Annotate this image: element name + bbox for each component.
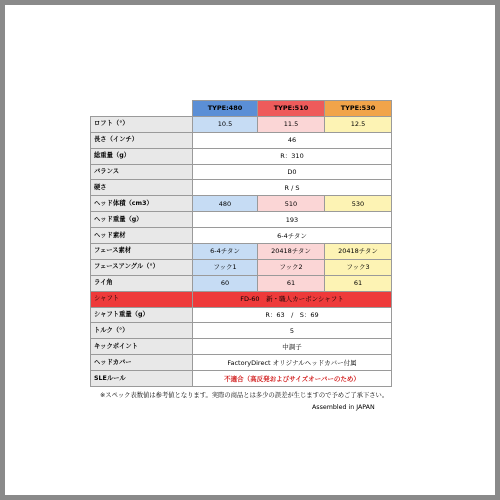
spec-table <box>90 100 392 387</box>
cell-value: 6-4チタン <box>193 228 392 244</box>
row-label: SLEルール <box>91 371 193 387</box>
assembled-label: Assembled in JAPAN <box>312 404 375 411</box>
row-label: シャフト重量（g） <box>91 307 193 323</box>
row-torque <box>91 323 392 339</box>
cell-value: 不適合（高反発およびサイズオーバーのため） <box>193 371 392 387</box>
cell-value: R / S <box>193 180 392 196</box>
row-length <box>91 132 392 148</box>
row-label: ヘッド体積（cm3） <box>91 196 193 212</box>
cell-530: 20418チタン <box>325 244 392 260</box>
cell-530: フック3 <box>325 259 392 275</box>
header-blank-cell <box>91 101 193 117</box>
cell-value: D0 <box>193 164 392 180</box>
row-head-material <box>91 228 392 244</box>
header-row <box>91 101 392 117</box>
cell-530: 530 <box>325 196 392 212</box>
row-label: フェース素材 <box>91 244 193 260</box>
cell-480: 60 <box>193 275 258 291</box>
cell-530: 61 <box>325 275 392 291</box>
cell-510: 11.5 <box>258 116 325 132</box>
row-shaft-weight <box>91 307 392 323</box>
row-face-angle <box>91 259 392 275</box>
row-label: バランス <box>91 164 193 180</box>
header-type-480: TYPE:480 <box>193 101 258 117</box>
header-type-510: TYPE:510 <box>258 101 325 117</box>
cell-510: フック2 <box>258 259 325 275</box>
cell-value: 46 <box>193 132 392 148</box>
row-label: ヘッド重量（g） <box>91 212 193 228</box>
row-label: キックポイント <box>91 339 193 355</box>
cell-value: FD-60 新・職人カーボンシャフト <box>193 291 392 307</box>
cell-value: R：63 / S：69 <box>193 307 392 323</box>
row-flex <box>91 180 392 196</box>
cell-value: FactoryDirect オリジナルヘッドカバー付属 <box>193 355 392 371</box>
row-weight <box>91 148 392 164</box>
row-shaft <box>91 291 392 307</box>
cell-value: 193 <box>193 212 392 228</box>
row-head-cover <box>91 355 392 371</box>
row-kick-point <box>91 339 392 355</box>
cell-530: 12.5 <box>325 116 392 132</box>
cell-value: 5 <box>193 323 392 339</box>
cell-510: 510 <box>258 196 325 212</box>
row-label: 硬さ <box>91 180 193 196</box>
row-label: ヘッド素材 <box>91 228 193 244</box>
header-type-530: TYPE:530 <box>325 101 392 117</box>
row-label: 総重量（g） <box>91 148 193 164</box>
row-label: ライ角 <box>91 275 193 291</box>
cell-value: R：310 <box>193 148 392 164</box>
row-head-weight <box>91 212 392 228</box>
row-label: シャフト <box>91 291 193 307</box>
cell-480: 480 <box>193 196 258 212</box>
row-lie <box>91 275 392 291</box>
row-label: ロフト（°） <box>91 116 193 132</box>
row-label: ヘッドカバー <box>91 355 193 371</box>
cell-480: 10.5 <box>193 116 258 132</box>
cell-480: フック1 <box>193 259 258 275</box>
row-loft <box>91 116 392 132</box>
spec-note: ※スペック表数値は参考値となります。実際の商品とは多少の誤差が生じますので予めご了承下さい。 <box>100 392 389 399</box>
cell-480: 6-4チタン <box>193 244 258 260</box>
row-label: フェースアングル（°） <box>91 259 193 275</box>
row-label: 長さ（インチ） <box>91 132 193 148</box>
cell-510: 61 <box>258 275 325 291</box>
row-volume <box>91 196 392 212</box>
row-sle-rule <box>91 371 392 387</box>
row-balance <box>91 164 392 180</box>
cell-value: 中調子 <box>193 339 392 355</box>
row-label: トルク（°） <box>91 323 193 339</box>
row-face-material <box>91 244 392 260</box>
cell-510: 20418チタン <box>258 244 325 260</box>
